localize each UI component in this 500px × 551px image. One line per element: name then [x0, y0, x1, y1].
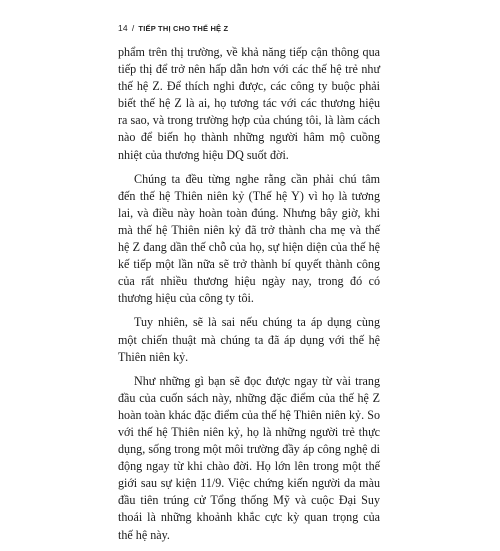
- paragraph: Như những gì bạn sẽ đọc được ngay từ vài trang đầu của cuốn sách này, những đặc điểm của thế hệ Z hoàn toàn khác đặc điểm của thế hệ Thiên niên kỷ. So với thế hệ Thiên niên kỷ, họ là những người trẻ thực dụng, sống trong một môi trường đầy áp công nghệ di động ngay từ khi chào đời. Họ lớn lên trong một thế giới sau sự kiện 11/9. Việc chứng kiến người da màu đầu tiên trúng cử Tổng thống Mỹ và cuộc Đại Suy thoái là những khoảnh khắc cực kỳ quan trọng của thế hệ này.: [118, 373, 380, 542]
- header-separator: /: [131, 23, 135, 33]
- paragraph: phẩm trên thị trường, về khả năng tiếp cận thông qua tiếp thị để trở nên hấp dẫn hơn với các thế hệ trẻ như thế hệ Z. Để thích nghi được, các công ty buộc phải biết thế hệ Z là ai, họ tương tác với các thương hiệu ra sao, và trong trường hợp của chúng tôi, là làm cách nào để biến họ thành những người hâm mộ cuồng nhiệt của thương hiệu DQ suốt đời.: [118, 45, 380, 162]
- running-header: [118, 21, 228, 35]
- chapter-title: TIẾP THỊ CHO THẾ HỆ Z: [138, 23, 229, 33]
- body-text: [118, 44, 380, 551]
- page-number: 14: [118, 23, 128, 33]
- paragraph: Tuy nhiên, sẽ là sai nếu chúng ta áp dụng cùng một chiến thuật mà chúng ta đã áp dụng với thế hệ Thiên niên kỷ.: [118, 315, 380, 364]
- paragraph: Chúng ta đều từng nghe rằng cần phải chú tâm đến thế hệ Thiên niên kỷ (Thế hệ Y) vì họ là tương lai, và điều này hoàn toàn đúng. Nhưng bây giờ, khi mà thế hệ Thiên niên kỷ đã trở thành cha mẹ và thế hệ Z đang dần thế chỗ của họ, sự hiện diện của thế hệ kế tiếp một lần nữa sẽ trở thành bí quyết thành công của rất nhiều thương hiệu ngày nay, trong đó có thương hiệu của công ty tôi.: [118, 171, 380, 306]
